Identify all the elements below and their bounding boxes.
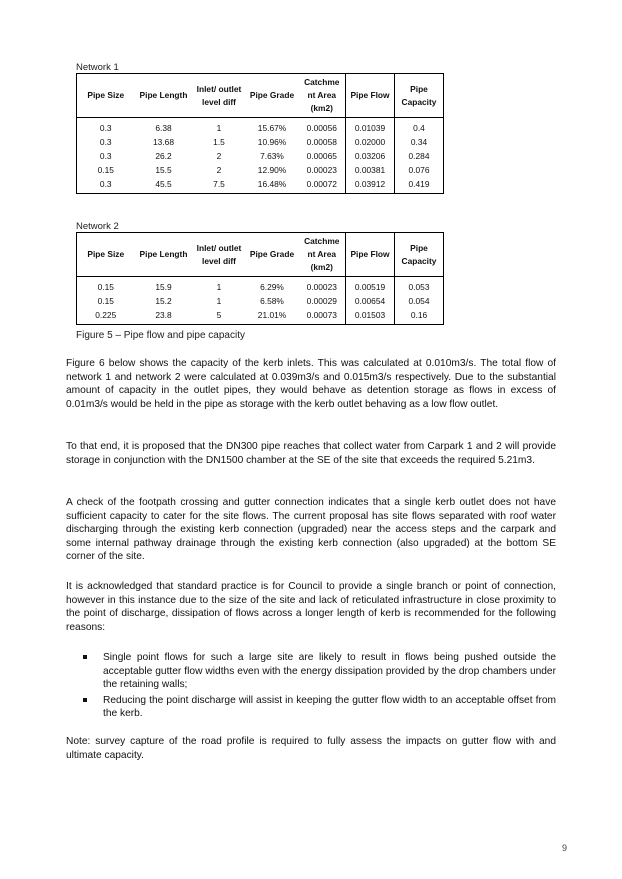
table-cell: 0.3 [77,135,135,149]
header-cell: Pipe Length [135,233,193,277]
table-cell: 0.00029 [299,294,346,308]
table-cell: 0.03206 [346,149,395,163]
table-row [77,135,444,149]
table-cell: 0.00381 [346,163,395,177]
table-cell: 0.00073 [299,308,346,325]
header-cell: Pipe Capacity [395,233,444,277]
table-cell: 23.8 [135,308,193,325]
table-cell: 1 [216,123,222,133]
table-cell: 0.3 [77,118,135,136]
table-cell: 0.01503 [346,308,395,325]
table-cell: 0.225 [77,308,135,325]
table-cell: 12.90% [257,165,287,175]
table-header-row [77,233,444,277]
table-cell: 16.48% [246,177,299,194]
network-1-label: Network 1 [76,62,119,73]
table-cell: 0.15 [77,163,135,177]
table-cell: 0.00654 [346,294,395,308]
paragraph-footpath-crossing-check: A check of the footpath crossing and gutter connection indicates that a single kerb outlet does not have sufficient capacity to cater for the site flows. The current proposal has site flows separated with roof water discharging through the existing kerb connection (upgraded) near the access steps and the carpark and some internal pathway drainage through the existing kerb connection (also upgraded) at the bottom SE corner of the site. [66,497,556,563]
table-cell: 10.96% [257,137,287,147]
table-cell: 13.68 [153,137,174,147]
header-cell: Pipe Capacity [395,74,444,118]
table-cell: 7.63% [260,151,284,161]
reasons-list [80,651,556,723]
list-item [80,651,556,692]
table-cell: 0.00023 [299,277,346,295]
table-cell: 0.054 [395,294,444,308]
table-row [77,177,444,194]
table-cell: 6.29% [260,282,284,292]
list-item-text: Reducing the point discharge will assist in keeping the gutter flow width to an acceptable offset from the kerb. [103,694,556,720]
table-cell: 0.3 [77,177,135,194]
header-cell: Pipe Size [77,74,135,118]
header-cell: Catchme nt Area (km2) [299,233,346,277]
table-cell: 1 [216,296,222,306]
table-cell: 1 [216,282,222,292]
header-cell: Catchme nt Area (km2) [299,74,346,118]
header-cell: Pipe Size [77,233,135,277]
table-cell: 15.5 [155,165,172,175]
header-cell: Pipe Length [135,74,193,118]
table-cell: 0.076 [395,163,444,177]
table-cell: 0.00072 [299,177,346,194]
network-2-table [76,232,444,325]
table-cell: 0.01039 [346,118,395,136]
table-cell: 15.9 [155,282,172,292]
table-cell: 0.34 [395,135,444,149]
table-cell: 0.16 [395,308,444,325]
table-header-row [77,74,444,118]
table-cell: 2 [216,165,222,175]
table-cell: 15.67% [257,123,287,133]
table-cell: 0.03912 [346,177,395,194]
list-item-text: Single point flows for such a large site are likely to result in flows being pushed outside the acceptable gutter flow widths even with the energy dissipation provided by the drop chambers under the retaining walls; [103,652,556,691]
network-2-label: Network 2 [76,221,119,232]
table-cell: 26.2 [155,151,172,161]
paragraph-kerb-inlet-capacity: Figure 6 below shows the capacity of the kerb inlets. This was calculated at 0.010m3/s. The total flow of network 1 and network 2 were calculated at 0.039m3/s and 0.015m3/s respectively. Due to the substantial amount of capacity in the outlet pipes, they would behave as detention storage as flows in excess of 0.01m3/s would be held in the pipe as storage with the kerb outlet behaving as a low flow outlet. [66,358,556,410]
header-cell: Pipe Flow [346,233,395,277]
table-row [77,277,444,295]
table-cell: 45.5 [135,177,193,194]
table-cell: 0.284 [395,149,444,163]
table-cell: 0.419 [395,177,444,194]
figure-caption: Figure 5 – Pipe flow and pipe capacity [76,330,245,341]
table-cell: 0.3 [77,149,135,163]
header-cell: Pipe Grade [246,233,299,277]
table-cell: 0.053 [395,277,444,295]
table-cell: 6.38 [155,123,172,133]
table-cell: 6.58% [260,296,284,306]
table-row [77,163,444,177]
paragraph-survey-note: Note: survey capture of the road profile is required to fully assess the impacts on gutter flow with and ultimate capacity. [66,736,556,761]
table-cell: 0.15 [77,294,135,308]
table-cell: 0.00056 [299,118,346,136]
table-cell: 5 [193,308,246,325]
table-cell: 0.00065 [299,149,346,163]
table-cell: 2 [216,151,222,161]
table-cell: 0.15 [77,277,135,295]
table-cell: 0.00519 [346,277,395,295]
header-cell: Pipe Grade [246,74,299,118]
network-1-table [76,73,444,194]
header-cell: Inlet/ outlet level diff [193,74,246,118]
header-cell: Pipe Flow [346,74,395,118]
page-number: 9 [562,843,568,853]
table-row [77,149,444,163]
table-cell: 7.5 [193,177,246,194]
table-row [77,294,444,308]
table-cell: 1.5 [213,137,225,147]
table-cell: 0.00023 [299,163,346,177]
table-row [77,308,444,325]
table-cell: 21.01% [246,308,299,325]
paragraph-connection-practice: It is acknowledged that standard practice is for Council to provide a single branch or point of connection, however in this instance due to the size of the site and lack of reticulated infrastructure in close proximity to the point of discharge, dissipation of flows across a longer length of kerb is recommended for the following reasons: [66,581,556,633]
paragraph-storage-proposal: To that end, it is proposed that the DN300 pipe reaches that collect water from Carpark 1 and 2 will provide storage in conjunction with the DN1500 chamber at the SE of the site that exceeds the required 5.21m3. [66,441,556,466]
square-bullet-icon [83,698,87,702]
table-cell: 0.00058 [299,135,346,149]
header-cell: Inlet/ outlet level diff [193,233,246,277]
table-cell: 15.2 [155,296,172,306]
table-cell: 0.4 [395,118,444,136]
table-cell: 0.02000 [346,135,395,149]
square-bullet-icon [83,655,87,659]
list-item [80,694,556,721]
table-row [77,118,444,136]
